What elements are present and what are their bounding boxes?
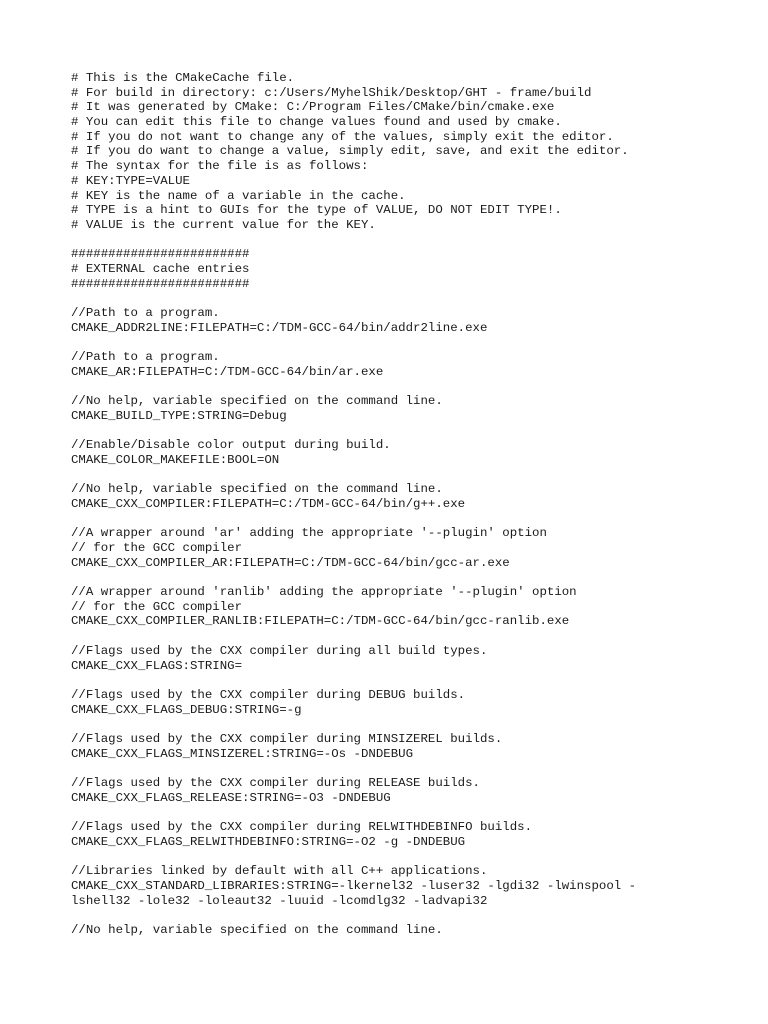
cmakecache-document xyxy=(71,71,751,938)
entry-comment: //Path to a program. xyxy=(71,306,220,320)
cache-entry: CMAKE_CXX_COMPILER_AR:FILEPATH=C:/TDM-GCC-64/bin/gcc-ar.exe xyxy=(71,555,510,570)
entry-comment: //Flags used by the CXX compiler during RELEASE builds. xyxy=(71,776,480,790)
blank-line xyxy=(71,805,751,820)
cache-entry: CMAKE_AR:FILEPATH=C:/TDM-GCC-64/bin/ar.exe xyxy=(71,364,384,379)
blank-line xyxy=(71,291,751,306)
entry-comment: //Enable/Disable color output during build. xyxy=(71,438,391,453)
cache-entry: CMAKE_CXX_COMPILER_RANLIB:FILEPATH=C:/TDM-GCC-64/bin/gcc-ranlib.exe xyxy=(71,614,570,629)
doc-line: # TYPE is a hint to GUIs for the type of VALUE, DO NOT EDIT TYPE!. xyxy=(71,203,562,218)
entry-comment: // for the GCC compiler xyxy=(71,599,243,614)
doc-line: # VALUE is the current value for the KEY. xyxy=(71,217,376,232)
cache-entry: CMAKE_CXX_STANDARD_LIBRARIES:STRING=-lkernel32 -luser32 -lgdi32 -lwinspool - xyxy=(71,878,637,893)
section-divider: ######################## xyxy=(71,276,250,291)
blank-line xyxy=(71,717,751,732)
doc-line: # If you do not want to change any of the values, simply exit the editor. xyxy=(71,129,614,144)
entry-comment: //Flags used by the CXX compiler during DEBUG builds. xyxy=(71,687,466,702)
entry-comment: //Path to a program. xyxy=(71,350,220,365)
entry-comment: //A wrapper around 'ranlib' adding the appropriate '--plugin' option xyxy=(71,585,577,600)
cache-entry: CMAKE_CXX_FLAGS_RELWITHDEBINFO:STRING=-O2 -g -DNDEBUG xyxy=(71,834,466,849)
cache-entry-continuation: lshell32 -lole32 -loleaut32 -luuid -lcomdlg32 -ladvapi32 xyxy=(71,893,488,908)
doc-line: # The syntax for the file is as follows: xyxy=(71,159,369,174)
entry-comment: // for the GCC compiler xyxy=(71,541,243,555)
entry-comment: //Flags used by the CXX compiler during all build types. xyxy=(71,643,488,658)
cache-entry: CMAKE_CXX_FLAGS_RELEASE:STRING=-O3 -DNDEBUG xyxy=(71,790,391,805)
doc-line: # KEY is the name of a variable in the cache. xyxy=(71,188,406,203)
entry-comment: //Flags used by the CXX compiler during MINSIZEREL builds. xyxy=(71,731,503,746)
doc-line: # This is the CMakeCache file. xyxy=(71,71,295,85)
cache-entry: CMAKE_COLOR_MAKEFILE:BOOL=ON xyxy=(71,452,280,467)
blank-line xyxy=(71,570,751,585)
cache-entry: CMAKE_BUILD_TYPE:STRING=Debug xyxy=(71,408,287,423)
blank-line xyxy=(71,468,751,483)
entry-comment: //No help, variable specified on the command line. xyxy=(71,922,443,937)
doc-line: # For build in directory: c:/Users/MyhelShik/Desktop/GHT - frame/build xyxy=(71,85,592,100)
doc-line: # KEY:TYPE=VALUE xyxy=(71,173,190,188)
entry-comment: //No help, variable specified on the command line. xyxy=(71,482,443,497)
entry-comment: //Flags used by the CXX compiler during RELWITHDEBINFO builds. xyxy=(71,820,533,835)
blank-line xyxy=(71,233,751,248)
blank-line xyxy=(71,761,751,776)
blank-line xyxy=(71,424,751,439)
cache-entry: CMAKE_CXX_FLAGS:STRING= xyxy=(71,658,243,673)
cache-entry: CMAKE_CXX_FLAGS_DEBUG:STRING=-g xyxy=(71,702,302,717)
section-title: # EXTERNAL cache entries xyxy=(71,261,250,276)
blank-line xyxy=(71,849,751,864)
doc-line: # You can edit this file to change values found and used by cmake. xyxy=(71,115,562,130)
section-divider: ######################## xyxy=(71,247,250,262)
entry-comment: //A wrapper around 'ar' adding the appropriate '--plugin' option xyxy=(71,526,547,541)
blank-line xyxy=(71,379,751,394)
blank-line xyxy=(71,673,751,688)
blank-line xyxy=(71,629,751,644)
doc-line: # It was generated by CMake: C:/Program Files/CMake/bin/cmake.exe xyxy=(71,100,555,115)
blank-line xyxy=(71,908,751,923)
blank-line xyxy=(71,512,751,527)
cache-entry: CMAKE_CXX_COMPILER:FILEPATH=C:/TDM-GCC-64/bin/g++.exe xyxy=(71,496,466,511)
cache-entry: CMAKE_CXX_FLAGS_MINSIZEREL:STRING=-Os -DNDEBUG xyxy=(71,746,414,761)
entry-comment: //Libraries linked by default with all C++ applications. xyxy=(71,864,488,879)
cache-entry: CMAKE_ADDR2LINE:FILEPATH=C:/TDM-GCC-64/bin/addr2line.exe xyxy=(71,320,488,335)
doc-line: # If you do want to change a value, simply edit, save, and exit the editor. xyxy=(71,144,629,159)
blank-line xyxy=(71,335,751,350)
entry-comment: //No help, variable specified on the command line. xyxy=(71,394,443,409)
